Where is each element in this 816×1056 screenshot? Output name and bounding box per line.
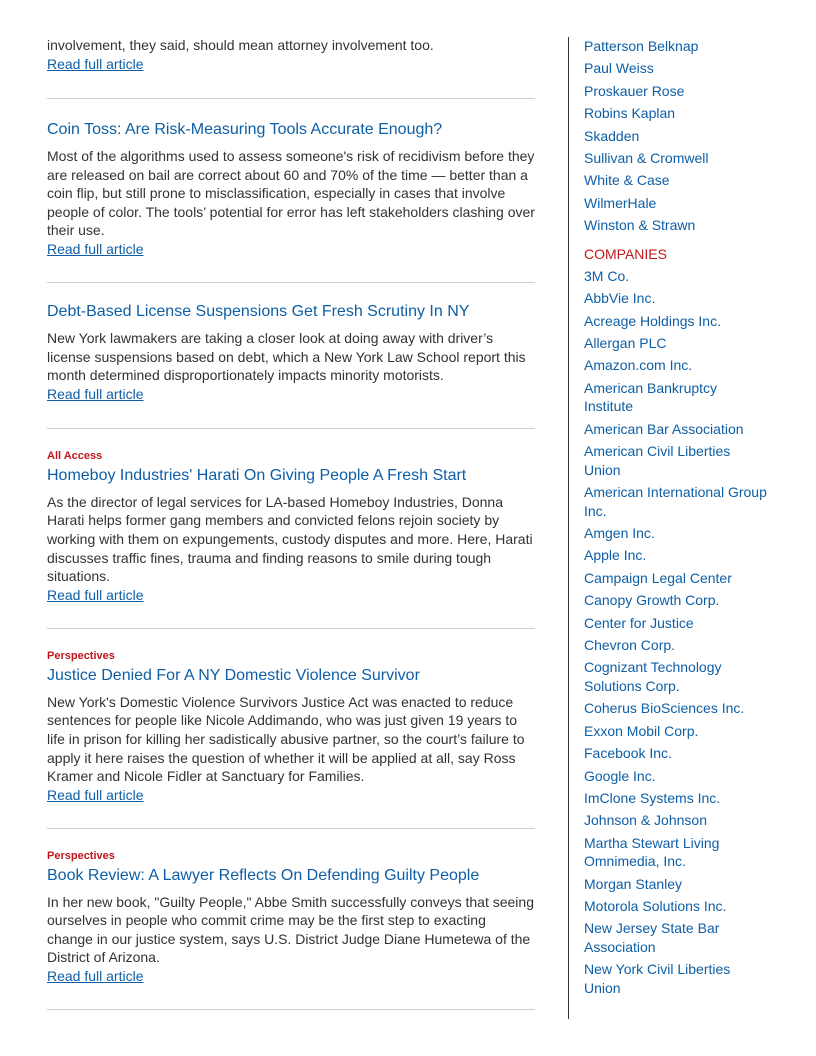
article-summary: As the director of legal services for LA-based Homeboy Industries, Donna Harati helps former gang members and convicted felons rejoin society by working with them on expungements, custody disputes and more. Here, Harati discusses traffic fines, trauma and finding reasons to smile during tough situations. [47, 493, 533, 585]
company-link[interactable]: Cognizant Technology Solutions Corp. [584, 659, 722, 694]
read-full-article-link[interactable]: Read full article [47, 786, 144, 803]
article-5 [47, 849, 535, 986]
sidebar [568, 37, 769, 1019]
read-full-article-link[interactable]: Read full article [47, 968, 144, 985]
firm-link[interactable]: Winston & Strawn [584, 217, 696, 234]
firm-link[interactable]: Patterson Belknap [584, 38, 699, 54]
firm-link[interactable]: Paul Weiss [584, 60, 654, 77]
article-title[interactable]: Homeboy Industries' Harati On Giving People A Fresh Start [47, 466, 467, 484]
firm-link[interactable]: Proskauer Rose [584, 82, 685, 99]
company-link[interactable]: Amgen Inc. [584, 525, 655, 542]
company-link[interactable]: Acreage Holdings Inc. [584, 312, 721, 329]
divider [47, 1009, 535, 1010]
company-link[interactable]: Coherus BioSciences Inc. [584, 700, 745, 717]
article-3 [47, 449, 535, 605]
company-link[interactable]: Campaign Legal Center [584, 569, 732, 586]
article-summary: In her new book, "Guilty People," Abbe Smith successfully conveys that seeing ourselves in people who commit crime may be the first step to exacting change in our justice system, says U.S. District Judge Diane Humetewa of the District of Arizona. [47, 893, 534, 966]
read-full-article-link[interactable]: Read full article [47, 586, 144, 603]
company-link[interactable]: Exxon Mobil Corp. [584, 722, 699, 739]
company-link[interactable]: Morgan Stanley [584, 875, 683, 892]
article-title[interactable]: Debt-Based License Suspensions Get Fresh Scrutiny In NY [47, 302, 470, 320]
company-link[interactable]: American Bar Association [584, 420, 744, 437]
company-link[interactable]: Apple Inc. [584, 547, 647, 564]
article-summary: New York's Domestic Violence Survivors Justice Act was enacted to reduce sentences for people like Nicole Addimando, who was just given 19 years to life in prison for killing her sadistically abusive partner, so the court’s failure to apply it here raises the question of whether it will be applied at all, say Ross Kramer and Nicole Fidler at Sanctuary for Families. [47, 693, 525, 785]
divider [47, 282, 535, 283]
companies-list [569, 267, 769, 998]
company-link[interactable]: American Civil Liberties Union [584, 443, 731, 478]
read-full-article-link[interactable]: Read full article [47, 385, 144, 402]
lead-text: involvement, they said, should mean attorney involvement too. [47, 37, 434, 53]
kicker-label: Perspectives [47, 649, 115, 662]
company-link[interactable]: Canopy Growth Corp. [584, 592, 720, 609]
read-full-article-link[interactable]: Read full article [47, 56, 144, 72]
article-title[interactable]: Justice Denied For A NY Domestic Violence Survivor [47, 666, 420, 684]
firms-list [569, 37, 769, 235]
article-column [47, 36, 535, 1010]
firm-link[interactable]: Robins Kaplan [584, 105, 676, 122]
company-link[interactable]: Motorola Solutions Inc. [584, 898, 727, 915]
firm-link[interactable]: Skadden [584, 127, 640, 144]
article-summary: Most of the algorithms used to assess someone's risk of recidivism before they are released on bail are correct about 60 and 70% of the time — better than a coin flip, but still prone to misclassification, especially in cases that involve people of color. The tools’ potential for error has left stakeholders clashing over their use. [47, 148, 535, 239]
firm-link[interactable]: Sullivan & Cromwell [584, 149, 709, 166]
article-summary: New York lawmakers are taking a closer look at doing away with driver’s license suspensions based on debt, which a New York Law School report this month determined disproportionately impacts minority motorists. [47, 329, 526, 384]
company-link[interactable]: Martha Stewart Living Omnimedia, Inc. [584, 834, 720, 870]
company-link[interactable]: New Jersey State Bar Association [584, 920, 720, 956]
companies-heading: COMPANIES [584, 245, 667, 262]
company-link[interactable]: ImClone Systems Inc. [584, 789, 721, 806]
firm-link[interactable]: White & Case [584, 172, 670, 189]
divider [47, 428, 535, 429]
article-4 [47, 649, 535, 805]
company-link[interactable]: Allergan PLC [584, 334, 667, 351]
company-link[interactable]: AbbVie Inc. [584, 290, 656, 307]
company-link[interactable]: Amazon.com Inc. [584, 357, 693, 374]
kicker-label: Perspectives [47, 849, 115, 862]
company-link[interactable]: American Bankruptcy Institute [584, 379, 718, 415]
company-link[interactable]: New York Civil Liberties Union [584, 961, 731, 997]
company-link[interactable]: Google Inc. [584, 767, 656, 784]
divider [47, 628, 535, 629]
article-title[interactable]: Book Review: A Lawyer Reflects On Defending Guilty People [47, 866, 480, 884]
company-link[interactable]: Johnson & Johnson [584, 812, 707, 829]
divider [47, 828, 535, 829]
kicker-label: All Access [47, 449, 103, 462]
article-1 [47, 120, 535, 259]
article-title[interactable]: Coin Toss: Are Risk-Measuring Tools Accurate Enough? [47, 121, 443, 138]
company-link[interactable]: Chevron Corp. [584, 636, 676, 653]
company-link[interactable]: Center for Justice [584, 614, 694, 631]
article-2 [47, 302, 535, 404]
company-link[interactable]: American International Group Inc. [584, 484, 767, 519]
company-link[interactable]: 3M Co. [584, 267, 630, 284]
read-full-article-link[interactable]: Read full article [47, 240, 144, 257]
company-link[interactable]: Facebook Inc. [584, 745, 672, 762]
firm-link[interactable]: WilmerHale [584, 194, 657, 211]
divider [47, 98, 535, 99]
